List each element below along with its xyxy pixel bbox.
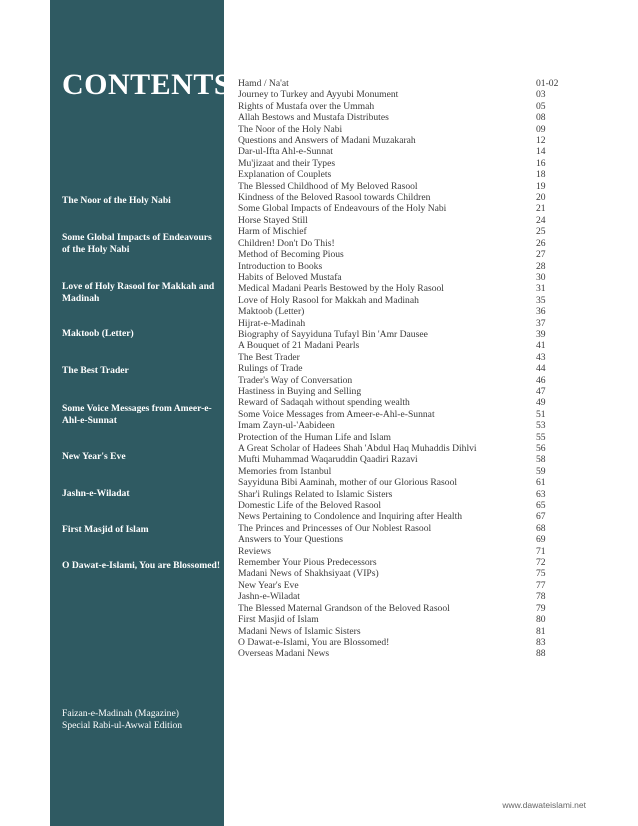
toc-entry-title: Mu'jizaat and their Types xyxy=(238,157,336,169)
toc-entry-page: 09 xyxy=(536,123,546,135)
toc-entry-title: Journey to Turkey and Ayyubi Monument xyxy=(238,89,399,101)
toc-entry[interactable] xyxy=(238,637,572,648)
sidebar-feature: Some Voice Messages from Ameer-e-Ahl-e-Sunnat xyxy=(62,403,212,426)
toc-entry-page: 67 xyxy=(536,511,546,523)
toc-entry[interactable] xyxy=(238,124,572,135)
toc-entry-page: 83 xyxy=(536,636,546,648)
edition-name: Special Rabi-ul-Awwal Edition xyxy=(62,720,183,731)
toc-entry-page: 78 xyxy=(536,591,546,603)
toc-entry-title: Biography of Sayyiduna Tufayl Bin 'Amr Dausee xyxy=(238,328,428,340)
toc-entry-page: 43 xyxy=(536,351,546,363)
toc-entry[interactable] xyxy=(238,603,572,614)
toc-entry-title: Mufti Muhammad Waqaruddin Qaadiri Razavi xyxy=(238,454,418,466)
toc-entry-page: 61 xyxy=(536,477,546,489)
table-of-contents xyxy=(238,78,572,660)
toc-entry-page: 81 xyxy=(536,625,546,637)
toc-entry-page: 79 xyxy=(536,602,546,614)
magazine-name: Faizan-e-Madinah (Magazine) xyxy=(62,708,179,719)
toc-entry-page: 51 xyxy=(536,408,546,420)
toc-entry-title: A Great Scholar of Hadees Shah 'Abdul Haq Muhaddis Dihlvi xyxy=(238,443,477,454)
toc-entry[interactable] xyxy=(238,557,572,568)
toc-entry-title: Memories from Istanbul xyxy=(238,465,332,477)
sidebar-feature: Jashn-e-Wiladat xyxy=(62,488,130,499)
toc-entry-title: Shar'i Rulings Related to Islamic Sisters xyxy=(238,488,393,500)
toc-entry[interactable] xyxy=(238,363,572,374)
toc-entry-page: 36 xyxy=(536,306,546,318)
toc-entry-page: 12 xyxy=(536,135,546,147)
toc-entry-page: 16 xyxy=(536,157,546,169)
toc-entry-title: Explanation of Couplets xyxy=(238,169,332,181)
toc-entry[interactable] xyxy=(238,89,572,100)
toc-entry[interactable] xyxy=(238,238,572,249)
toc-entry[interactable] xyxy=(238,318,572,329)
toc-entry[interactable] xyxy=(238,261,572,272)
toc-entry[interactable] xyxy=(238,626,572,637)
toc-entry[interactable] xyxy=(238,432,572,443)
toc-entry[interactable] xyxy=(238,375,572,386)
toc-entry[interactable] xyxy=(238,146,572,157)
toc-entry-title: Method of Becoming Pious xyxy=(238,249,344,261)
toc-entry[interactable] xyxy=(238,215,572,226)
toc-entry[interactable] xyxy=(238,648,572,659)
toc-entry[interactable] xyxy=(238,420,572,431)
toc-entry[interactable] xyxy=(238,500,572,511)
toc-entry[interactable] xyxy=(238,568,572,579)
toc-entry[interactable] xyxy=(238,546,572,557)
toc-entry-title: Rulings of Trade xyxy=(238,363,303,375)
sidebar-feature: The Best Trader xyxy=(62,365,129,376)
toc-entry-title: Protection of the Human Life and Islam xyxy=(238,431,391,443)
toc-entry-page: 37 xyxy=(536,317,546,329)
sidebar-feature: Love of Holy Rasool for Makkah and Madinah xyxy=(62,281,215,304)
toc-entry[interactable] xyxy=(238,409,572,420)
toc-entry-title: Domestic Life of the Beloved Rasool xyxy=(238,500,382,512)
toc-entry-title: New Year's Eve xyxy=(238,579,299,591)
toc-entry[interactable] xyxy=(238,272,572,283)
toc-entry[interactable] xyxy=(238,580,572,591)
toc-entry-title: The Blessed Childhood of My Beloved Rasool xyxy=(238,180,418,192)
toc-entry-page: 24 xyxy=(536,214,546,226)
toc-entry[interactable] xyxy=(238,511,572,522)
toc-entry-page: 27 xyxy=(536,249,546,261)
sidebar-feature: O Dawat-e-Islami, You are Blossomed! xyxy=(62,560,221,571)
toc-entry-page: 46 xyxy=(536,374,546,386)
toc-entry-page: 39 xyxy=(536,328,546,340)
toc-entry[interactable] xyxy=(238,295,572,306)
toc-entry-title: Some Global Impacts of Endeavours of the Holy Nabi xyxy=(238,203,447,215)
website-url: www.dawateislami.net xyxy=(502,800,586,810)
toc-entry[interactable] xyxy=(238,329,572,340)
toc-entry[interactable] xyxy=(238,352,572,363)
toc-entry-title: A Bouquet of 21 Madani Pearls xyxy=(238,340,360,352)
toc-entry-title: The Best Trader xyxy=(238,351,300,363)
toc-entry-title: Rights of Mustafa over the Ummah xyxy=(238,100,375,112)
toc-entry-page: 35 xyxy=(536,294,546,306)
toc-entry-page: 71 xyxy=(536,545,546,557)
toc-entry[interactable] xyxy=(238,443,572,454)
toc-entry[interactable] xyxy=(238,249,572,260)
toc-entry[interactable] xyxy=(238,466,572,477)
toc-entry[interactable] xyxy=(238,101,572,112)
toc-entry[interactable] xyxy=(238,523,572,534)
toc-entry-title: Remember Your Pious Predecessors xyxy=(238,557,377,569)
toc-entry[interactable] xyxy=(238,477,572,488)
sidebar-feature: Maktoob (Letter) xyxy=(62,328,134,339)
toc-entry-title: Habits of Beloved Mustafa xyxy=(238,271,342,283)
toc-entry-title: First Masjid of Islam xyxy=(238,614,319,626)
toc-entry[interactable] xyxy=(238,78,572,89)
toc-entry-page: 49 xyxy=(536,397,546,409)
toc-entry-title: The Noor of the Holy Nabi xyxy=(238,123,343,135)
toc-entry[interactable] xyxy=(238,534,572,545)
toc-entry-page: 31 xyxy=(536,283,546,295)
toc-entry-title: Hastiness in Buying and Selling xyxy=(238,385,362,397)
sidebar-feature: New Year's Eve xyxy=(62,451,126,462)
toc-entry-page: 03 xyxy=(536,89,546,101)
toc-entry-title: Kindness of the Beloved Rasool towards Children xyxy=(238,192,431,204)
toc-entry-page: 28 xyxy=(536,260,546,272)
contents-heading: CONTENTS xyxy=(62,68,232,101)
toc-entry-title: Introduction to Books xyxy=(238,260,323,272)
toc-entry-page: 44 xyxy=(536,363,546,375)
toc-entry-page: 41 xyxy=(536,340,546,352)
toc-entry-page: 21 xyxy=(536,203,546,215)
toc-entry-page: 63 xyxy=(536,488,546,500)
toc-entry-page: 55 xyxy=(536,431,546,443)
toc-entry-title: O Dawat-e-Islami, You are Blossomed! xyxy=(238,636,390,648)
toc-entry-title: The Blessed Maternal Grandson of the Beloved Rasool xyxy=(238,602,450,614)
toc-entry-page: 05 xyxy=(536,100,546,112)
toc-entry-title: Hijrat-e-Madinah xyxy=(238,317,306,329)
toc-entry[interactable] xyxy=(238,614,572,625)
toc-entry-title: Love of Holy Rasool for Makkah and Madinah xyxy=(238,294,419,306)
toc-entry[interactable] xyxy=(238,306,572,317)
toc-entry-title: Medical Madani Pearls Bestowed by the Holy Rasool xyxy=(238,283,444,295)
contents-sidebar xyxy=(50,0,232,826)
toc-entry[interactable] xyxy=(238,203,572,214)
toc-entry[interactable] xyxy=(238,340,572,351)
toc-entry-title: Hamd / Na'at xyxy=(238,78,289,89)
toc-entry-page: 30 xyxy=(536,271,546,283)
toc-entry-title: Children! Don't Do This! xyxy=(238,237,335,249)
toc-entry-page: 59 xyxy=(536,465,546,477)
toc-entry[interactable] xyxy=(238,135,572,146)
toc-entry-title: Horse Stayed Still xyxy=(238,214,308,226)
toc-entry[interactable] xyxy=(238,283,572,294)
toc-entry[interactable] xyxy=(238,158,572,169)
toc-entry[interactable] xyxy=(238,181,572,192)
toc-entry-page: 01-02 xyxy=(536,78,559,89)
toc-entry[interactable] xyxy=(238,112,572,123)
toc-entry-title: Reward of Sadaqah without spending wealth xyxy=(238,397,410,409)
toc-entry-title: Trader's Way of Conversation xyxy=(238,374,353,386)
toc-entry-page: 65 xyxy=(536,500,546,512)
toc-entry-page: 72 xyxy=(536,557,546,569)
toc-entry[interactable] xyxy=(238,192,572,203)
toc-entry-title: Reviews xyxy=(238,545,272,557)
toc-entry-page: 77 xyxy=(536,579,546,591)
toc-entry-page: 20 xyxy=(536,192,546,204)
toc-entry[interactable] xyxy=(238,169,572,180)
toc-entry-title: Answers to Your Questions xyxy=(238,534,344,546)
toc-entry-title: Jashn-e-Wiladat xyxy=(238,591,300,603)
toc-entry-page: 14 xyxy=(536,146,546,158)
toc-entry-title: Imam Zayn-ul-'Aabideen xyxy=(238,420,335,432)
toc-entry-page: 08 xyxy=(536,112,546,124)
toc-entry-page: 19 xyxy=(536,180,546,192)
toc-entry-page: 75 xyxy=(536,568,546,580)
toc-entry-page: 58 xyxy=(536,454,546,466)
toc-entry-title: Some Voice Messages from Ameer-e-Ahl-e-Sunnat xyxy=(238,408,435,420)
toc-entry-title: Dar-ul-Ifta Ahl-e-Sunnat xyxy=(238,146,333,158)
sidebar-feature: The Noor of the Holy Nabi xyxy=(62,195,171,206)
toc-entry[interactable] xyxy=(238,454,572,465)
toc-entry-page: 68 xyxy=(536,522,546,534)
toc-entry[interactable] xyxy=(238,386,572,397)
toc-entry-page: 25 xyxy=(536,226,546,238)
toc-entry[interactable] xyxy=(238,591,572,602)
toc-entry-title: Maktoob (Letter) xyxy=(238,306,305,318)
toc-entry-page: 69 xyxy=(536,534,546,546)
toc-entry-title: Allah Bestows and Mustafa Distributes xyxy=(238,112,389,124)
toc-entry[interactable] xyxy=(238,397,572,408)
toc-entry[interactable] xyxy=(238,489,572,500)
toc-entry-page: 18 xyxy=(536,169,546,181)
toc-entry-title: News Pertaining to Condolence and Inquiring after Health xyxy=(238,511,463,523)
sidebar-feature: First Masjid of Islam xyxy=(62,524,149,535)
toc-entry-page: 56 xyxy=(536,443,546,454)
toc-entry-page: 80 xyxy=(536,614,546,626)
toc-entry-page: 53 xyxy=(536,420,546,432)
toc-entry-title: Questions and Answers of Madani Muzakarah xyxy=(238,135,416,147)
toc-entry-title: Harm of Mischief xyxy=(238,226,307,238)
toc-entry-title: Overseas Madani News xyxy=(238,648,330,660)
edition-footer xyxy=(62,708,222,732)
toc-entry-page: 26 xyxy=(536,237,546,249)
toc-entry-title: Sayyiduna Bibi Aaminah, mother of our Glorious Rasool xyxy=(238,477,458,489)
toc-entry-page: 88 xyxy=(536,648,546,660)
toc-entry-title: Madani News of Shakhsiyaat (VIPs) xyxy=(238,568,379,580)
sidebar-feature: Some Global Impacts of Endeavours of the Holy Nabi xyxy=(62,232,212,255)
toc-entry-page: 47 xyxy=(536,385,546,397)
toc-entry-title: The Princes and Princesses of Our Noblest Rasool xyxy=(238,522,432,534)
toc-entry-title: Madani News of Islamic Sisters xyxy=(238,625,361,637)
toc-entry[interactable] xyxy=(238,226,572,237)
